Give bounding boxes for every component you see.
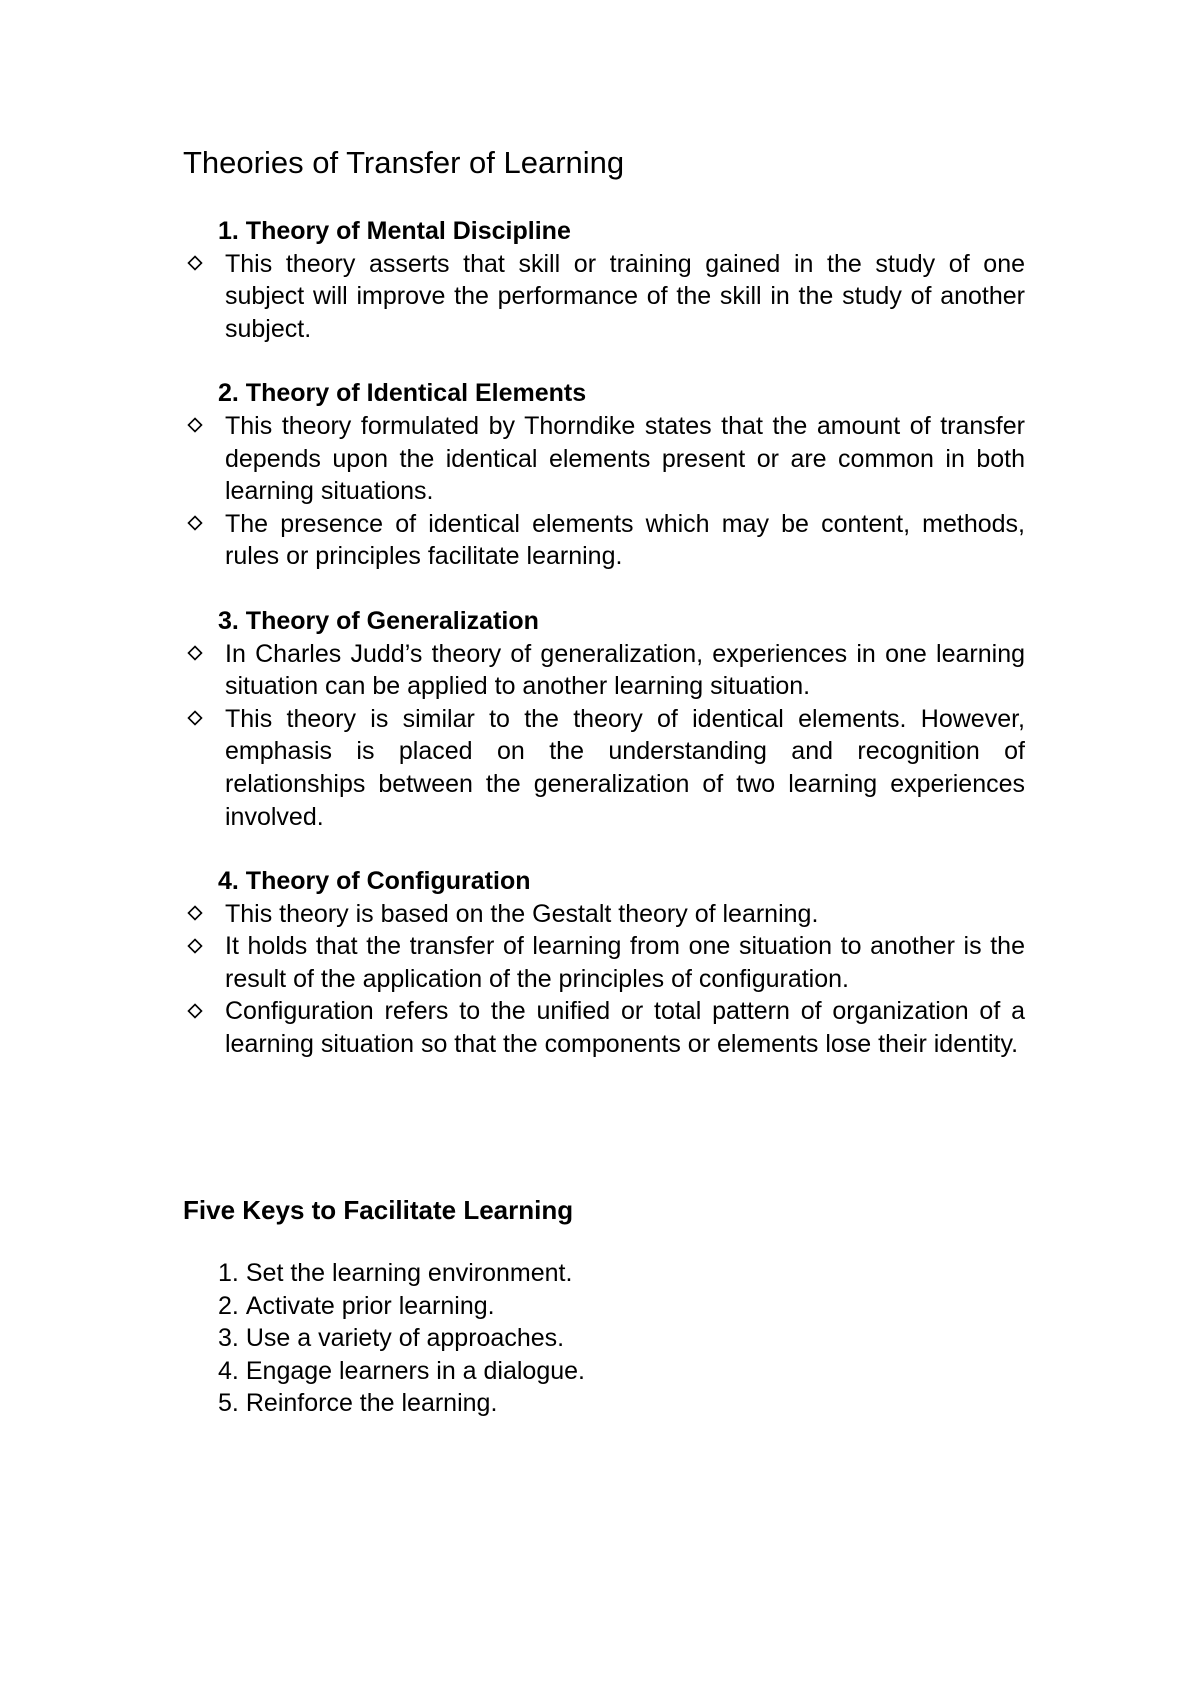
- section-heading: 1. Theory of Mental Discipline: [218, 217, 571, 245]
- key-text: Set the learning environment.: [245, 1259, 573, 1287]
- bullet-item: [183, 508, 1025, 573]
- key-number: 3.: [218, 1324, 239, 1353]
- theory-section: [183, 377, 1025, 573]
- diamond-outline-icon: [183, 930, 225, 963]
- bullet-item: [183, 410, 1025, 508]
- bullet-item: [183, 930, 1025, 995]
- diamond-outline-icon: [183, 638, 225, 671]
- bullet-text: This theory is based on the Gestalt theory of learning.: [225, 899, 819, 928]
- bullet-text: Configuration refers to the unified or total pattern of organization of a learning situation so that the components or elements lose their identity.: [225, 997, 1025, 1059]
- theories-list: [183, 215, 1025, 1061]
- theory-section: [183, 865, 1025, 1061]
- bullet-text: This theory formulated by Thorndike states that the amount of transfer depends upon the identical elements present or are common in both learning situations.: [225, 411, 1025, 506]
- diamond-outline-icon: [183, 995, 225, 1028]
- key-item: [218, 1387, 585, 1420]
- key-number: 5.: [218, 1389, 239, 1418]
- bullet-item: [183, 638, 1025, 703]
- key-number: 4.: [218, 1356, 239, 1385]
- diamond-outline-icon: [183, 508, 225, 541]
- bullet-text: This theory asserts that skill or training gained in the study of one subject will improve the performance of the skill in the study of another subject.: [225, 249, 1025, 343]
- key-number: 2.: [218, 1291, 239, 1320]
- key-text: Activate prior learning.: [245, 1291, 495, 1320]
- diamond-outline-icon: [183, 410, 225, 443]
- bullet-text: In Charles Judd’s theory of generalization, experiences in one learning situation can be applied to another learning situation.: [225, 639, 1025, 701]
- bullet-item: [183, 703, 1025, 833]
- section-heading: 2. Theory of Identical Elements: [218, 379, 587, 408]
- key-text: Reinforce the learning.: [245, 1389, 498, 1418]
- theory-section: [183, 215, 1025, 345]
- bullet-item: [183, 248, 1025, 346]
- theory-section: [183, 605, 1025, 833]
- bullet-text: It holds that the transfer of learning from one situation to another is the result of the application of the principles of configuration.: [225, 932, 1025, 993]
- document-title: Theories of Transfer of Learning: [183, 145, 625, 180]
- diamond-outline-icon: [183, 248, 225, 281]
- section-heading: 3. Theory of Generalization: [218, 606, 539, 635]
- bullet-item: [183, 995, 1025, 1060]
- key-number: 1.: [218, 1259, 239, 1287]
- bullet-list: [183, 638, 1025, 834]
- keys-heading: Five Keys to Facilitate Learning: [183, 1195, 574, 1225]
- bullet-text: This theory is similar to the theory of identical elements. However, emphasis is placed on the understanding and recognition of relationships between the generalization of two learning experiences involved.: [225, 704, 1025, 831]
- key-item: [218, 1355, 585, 1388]
- key-text: Engage learners in a dialogue.: [245, 1356, 585, 1385]
- diamond-outline-icon: [183, 898, 225, 931]
- keys-list: [218, 1257, 585, 1420]
- bullet-list: [183, 898, 1025, 1061]
- bullet-text: The presence of identical elements which may be content, methods, rules or principles facilitate learning.: [225, 509, 1025, 571]
- bullet-list: [183, 410, 1025, 573]
- section-heading: 4. Theory of Configuration: [218, 867, 531, 896]
- key-item: [218, 1322, 585, 1355]
- key-text: Use a variety of approaches.: [245, 1324, 565, 1353]
- key-item: [218, 1257, 585, 1290]
- key-item: [218, 1290, 585, 1323]
- bullet-item: [183, 898, 1025, 931]
- bullet-list: [183, 248, 1025, 346]
- diamond-outline-icon: [183, 703, 225, 736]
